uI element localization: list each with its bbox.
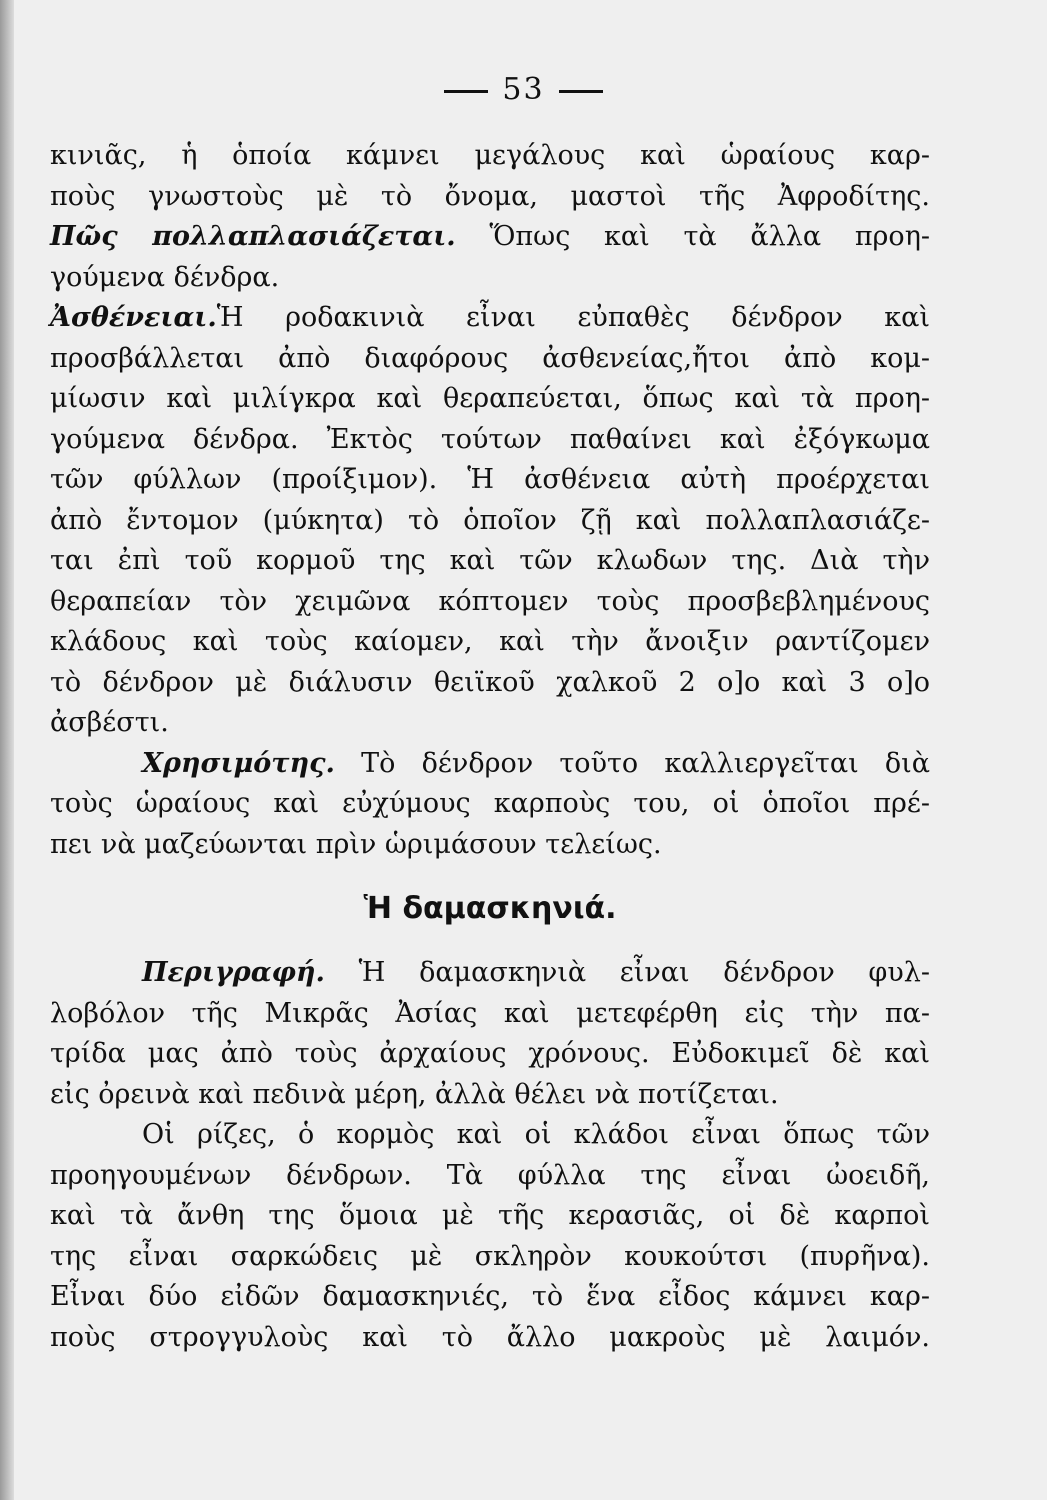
text-line: λοβόλον τῆς Μικρᾶς Ἀσίας καὶ μετεφέρθη εἰς τὴν πα- — [50, 997, 930, 1029]
text-line: τοὺς ὡραίους καὶ εὐχύμους καρποὺς του, οἱ ὁποῖοι πρέ- — [50, 788, 930, 819]
text-line: προηγουμένων δένδρων. Τὰ φύλλα της εἶναι ὠοειδῆ, — [50, 1159, 930, 1191]
text-line: ἀπὸ ἔντομον (μύκητα) τὸ ὁποῖον ζῇ καὶ πολλαπλασιάζε- — [50, 504, 930, 536]
page-number-value: 53 — [502, 72, 545, 107]
usefulness-heading: Χρησιμότης. — [142, 747, 335, 779]
description-text: Ἡ δαμασκηνιὰ εἶναι δένδρον φυλ- — [324, 957, 930, 988]
text-line: θεραπείαν τὸν χειμῶνα κόπτομεν τοὺς προσβεβλημένους — [50, 585, 930, 617]
text-line: κλάδους καὶ τοὺς καίομεν, καὶ τὴν ἄνοιξιν ραντίζομεν — [50, 626, 930, 657]
description-paragraph-line — [50, 953, 930, 994]
dash-left — [444, 90, 488, 93]
text-line: τὸ δένδρον μὲ διάλυσιν θειϊκοῦ χαλκοῦ 2 ο]ο καὶ 3 ο]ο — [50, 666, 930, 698]
text-line: εἰς ὀρεινὰ καὶ πεδινὰ μέρη, ἀλλὰ θέλει νὰ ποτίζεται. — [50, 1078, 779, 1110]
propagation-text: Ὅπως καὶ τὰ ἄλλα προη- — [455, 221, 930, 252]
text-line: κινιᾶς, ἡ ὁποία κάμνει μεγάλους καὶ ὡραίους καρ- — [50, 140, 930, 171]
usefulness-paragraph-line — [50, 744, 930, 785]
text-line: ποὺς στρογγυλοὺς καὶ τὸ ἄλλο μακροὺς μὲ λαιμόν. — [50, 1321, 930, 1353]
text-line: τρίδα μας ἀπὸ τοὺς ἀρχαίους χρόνους. Εὐδοκιμεῖ δὲ καὶ — [50, 1038, 930, 1069]
text-line: Οἱ ρίζες, ὁ κορμὸς καὶ οἱ κλάδοι εἶναι ὅπως τῶν — [142, 1119, 930, 1150]
text-line: γούμενα δένδρα. — [50, 261, 280, 293]
text-line: Εἶναι δύο εἰδῶν δαμασκηνιές, τὸ ἕνα εἶδος κάμνει καρ- — [50, 1281, 930, 1312]
text-line: τῶν φύλλων (προίξιμον). Ἡ ἀσθένεια αὐτὴ προέρχεται — [50, 464, 930, 495]
text-line: μίωσιν καὶ μιλίγκρα καὶ θεραπεύεται, ὅπως καὶ τὰ προη- — [50, 383, 930, 414]
text-line: της εἶναι σαρκώδεις μὲ σκληρὸν κουκούτσι (πυρῆνα). — [50, 1240, 930, 1272]
text-line: προσβάλλεται ἀπὸ διαφόρους ἀσθενείας,ἤτοι ἀπὸ κομ- — [50, 342, 930, 374]
text-line: πει νὰ μαζεύωνται πρὶν ὡριμάσουν τελείως. — [50, 828, 662, 860]
text-line: ποὺς γνωστοὺς μὲ τὸ ὄνομα, μαστοὶ τῆς Ἀφροδίτης. — [50, 180, 930, 212]
text-line: ἀσβέστι. — [50, 707, 169, 738]
usefulness-text: Τὸ δένδρον τοῦτο καλλιεργεῖται διὰ — [334, 747, 930, 779]
text-line: ται ἐπὶ τοῦ κορμοῦ της καὶ τῶν κλωδων της. Διὰ τὴν — [50, 545, 930, 576]
propagation-heading: Πῶς πολλαπλασιάζεται. — [50, 221, 456, 252]
page-number — [0, 72, 1047, 107]
diseases-text: Ἡ ροδακινιὰ εἶναι εὐπαθὲς δένδρον καὶ — [216, 302, 930, 333]
text-line: γούμενα δένδρα. Ἐκτὸς τούτων παθαίνει καὶ ἐξόγκωμα — [50, 423, 930, 455]
page-spine-shadow — [0, 0, 14, 1500]
section-title: Ἡ δαμασκηνιά. — [363, 891, 617, 926]
text-line: καὶ τὰ ἄνθη της ὅμοια μὲ τῆς κερασιᾶς, οἱ δὲ καρποὶ — [50, 1200, 930, 1231]
diseases-heading: Ἀσθένειαι. — [50, 302, 217, 333]
body-text — [50, 136, 930, 1358]
dash-right — [559, 90, 603, 93]
diseases-paragraph-line — [50, 298, 930, 339]
propagation-paragraph-line — [50, 217, 930, 258]
description-heading: Περιγραφή. — [142, 957, 325, 988]
